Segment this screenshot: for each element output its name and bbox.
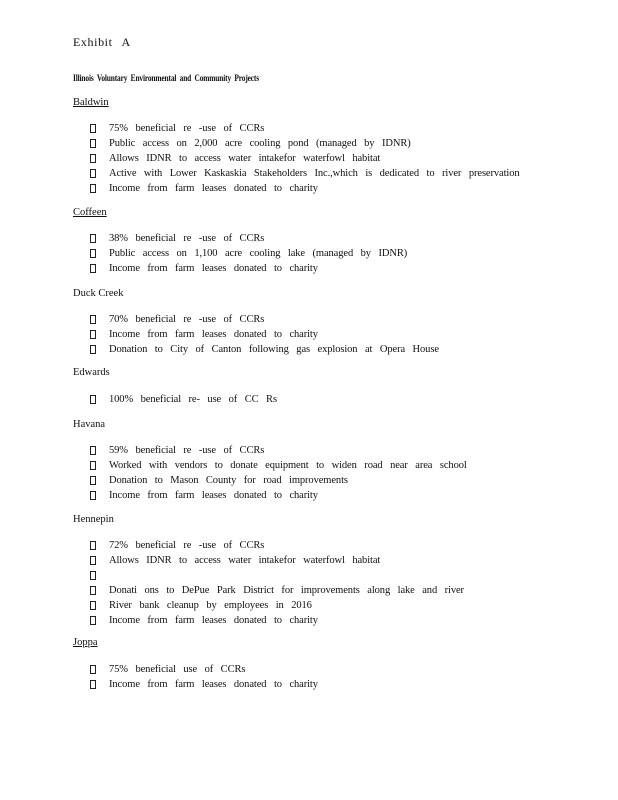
section-title-text: Havana <box>73 419 106 430</box>
section-title <box>73 637 108 648</box>
bullet-list <box>90 662 318 692</box>
list-item <box>90 677 318 692</box>
list-item <box>90 538 464 553</box>
list-item-text: Income from farm leases donated to charity <box>109 183 318 194</box>
list-item-text: 38% beneficial re -use of CCRs <box>109 233 265 244</box>
section-title-text: Edwards <box>73 367 110 378</box>
list-item-text: Worked with vendors to donate equipment to widen road near area school <box>109 460 467 471</box>
section-title <box>73 419 105 430</box>
bullet-box-icon <box>90 315 96 324</box>
list-item <box>90 136 520 151</box>
list-item-text: Donati ons to DePue Park District for improvements along lake and river <box>109 585 464 596</box>
document-subtitle: Illinois Voluntary Environmental and Community Projects <box>73 74 259 84</box>
list-item <box>90 121 520 136</box>
bullet-box-icon <box>90 601 96 610</box>
list-item <box>90 231 407 246</box>
list-item-text: 75% beneficial re -use of CCRs <box>109 123 265 134</box>
list-item-text: 100% beneficial re- use of CC Rs <box>109 394 277 405</box>
list-item <box>90 662 318 677</box>
bullet-list <box>90 121 520 196</box>
list-item <box>90 246 407 261</box>
bullet-box-icon <box>90 586 96 595</box>
section-title <box>73 288 123 299</box>
list-item <box>90 458 467 473</box>
bullet-box-icon <box>90 616 96 625</box>
section-title-text: Coffeen <box>73 207 107 218</box>
list-item <box>90 598 464 613</box>
bullet-list <box>90 392 277 407</box>
list-item-text: Allows IDNR to access water intakefor waterfowl habitat <box>109 153 381 164</box>
list-item <box>90 166 520 181</box>
section-title <box>73 97 119 108</box>
list-item-text: Income from farm leases donated to charity <box>109 679 318 690</box>
bullet-box-icon <box>90 665 96 674</box>
section-title-text: Baldwin <box>73 97 109 108</box>
list-item-text: Active with Lower Kaskaskia Stakeholders Inc.,which is dedicated to river preservation <box>109 168 520 179</box>
bullet-list <box>90 538 464 628</box>
list-item <box>90 553 464 568</box>
list-item <box>90 312 439 327</box>
list-item <box>90 473 467 488</box>
list-item <box>90 568 464 583</box>
bullet-box-icon <box>90 234 96 243</box>
list-item <box>90 181 520 196</box>
list-item-text: 59% beneficial re -use of CCRs <box>109 445 265 456</box>
bullet-box-icon <box>90 395 96 404</box>
section-title-text: Duck Creek <box>73 288 124 299</box>
bullet-box-icon <box>90 169 96 178</box>
list-item-text: 70% beneficial re -use of CCRs <box>109 314 265 325</box>
section-title <box>73 367 110 378</box>
bullet-box-icon <box>90 345 96 354</box>
list-item-text: Donation to City of Canton following gas explosion at Opera House <box>109 344 439 355</box>
bullet-list <box>90 231 407 276</box>
bullet-box-icon <box>90 556 96 565</box>
list-item <box>90 342 439 357</box>
bullet-box-icon <box>90 446 96 455</box>
list-item <box>90 488 467 503</box>
section-title <box>73 514 114 525</box>
list-item-text: 72% beneficial re -use of CCRs <box>109 540 265 551</box>
list-item <box>90 151 520 166</box>
list-item-text: 75% beneficial use of CCRs <box>109 664 246 675</box>
list-item-text: Income from farm leases donated to charity <box>109 329 318 340</box>
list-item <box>90 261 407 276</box>
bullet-list <box>90 443 467 503</box>
bullet-box-icon <box>90 139 96 148</box>
list-item <box>90 327 439 342</box>
list-item-text: Allows IDNR to access water intakefor waterfowl habitat <box>109 555 381 566</box>
list-item-text: Income from farm leases donated to charity <box>109 263 318 274</box>
bullet-box-icon <box>90 680 96 689</box>
bullet-box-icon <box>90 461 96 470</box>
section-title-text: Joppa <box>73 637 98 648</box>
list-item-text: River bank cleanup by employees in 2016 <box>109 600 312 611</box>
list-item-text: Public access on 2,000 acre cooling pond (managed by IDNR) <box>109 138 411 149</box>
list-item <box>90 583 464 598</box>
bullet-box-icon <box>90 184 96 193</box>
bullet-box-icon <box>90 541 96 550</box>
list-item-text: Income from farm leases donated to charity <box>109 615 318 626</box>
list-item-text: Income from farm leases donated to charity <box>109 490 318 501</box>
list-item <box>90 613 464 628</box>
bullet-box-icon <box>90 154 96 163</box>
section-title <box>73 207 117 218</box>
bullet-box-icon <box>90 330 96 339</box>
bullet-box-icon <box>90 124 96 133</box>
bullet-box-icon <box>90 249 96 258</box>
bullet-list <box>90 312 439 357</box>
list-item-text: Public access on 1,100 acre cooling lake (managed by IDNR) <box>109 248 408 259</box>
bullet-box-icon <box>90 264 96 273</box>
bullet-box-icon <box>90 571 96 580</box>
section-title-text: Hennepin <box>73 514 114 525</box>
bullet-box-icon <box>90 491 96 500</box>
list-item <box>90 443 467 458</box>
exhibit-title: Exhibit A <box>73 35 131 49</box>
list-item <box>90 392 277 407</box>
list-item-text: Donation to Mason County for road improvements <box>109 475 348 486</box>
bullet-box-icon <box>90 476 96 485</box>
